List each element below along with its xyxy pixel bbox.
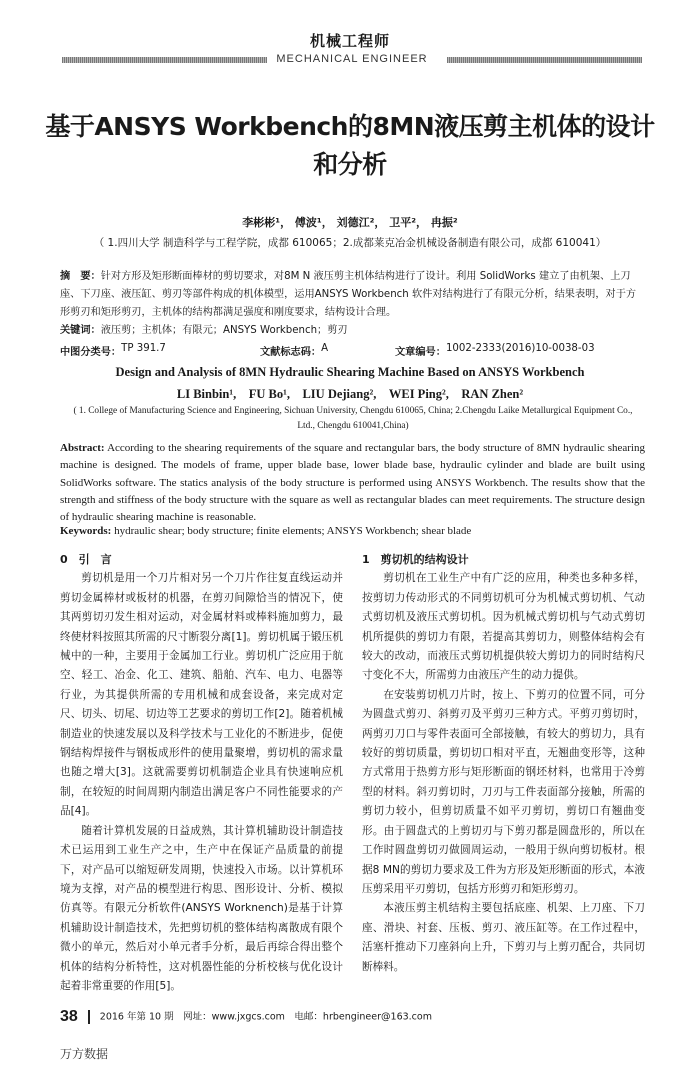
section-heading-introduction: 0 引 言: [60, 553, 112, 566]
structure-paragraph-2: 在安装剪切机刀片时，按上、下剪刃的位置不同，可分为圆盘式剪刃、斜剪刃及平剪刃三种方式。平剪刃剪切时，两剪刃刀口与零件表面可全部接触，有较大的剪切力，具有较好的剪切质量，剪切切口相对平直，无翘曲变形等，这种方式常用于热剪方形与矩形断面的钢坯材料，也常用于冷剪型的材料。斜刃剪切时，刀刃与工件表面部分接触，所需的剪切力较小，但剪切质量不如平刃剪切，剪切口有翘曲变形。由于圆盘式的上剪切刃与下剪刃都是圆盘形的，所以在工作时圆盘剪切刃做圆周运动，一般用于纵向剪切板材。根据8 MN的剪切力要求及工件为方形及矩形断面的形式，本液压剪采用平刃剪切，包括方形剪刃和矩形剪刃。: [362, 688, 645, 895]
structure-paragraph-3: 本液压剪主机结构主要包括底座、机架、上刀座、下刀座、滑块、衬套、压板、剪刃、液压缸等。在工作过程中，活塞杆推动下刀座斜向上升，下剪刃与上剪刃配合，共同切断棒料。: [362, 902, 645, 973]
english-keywords-text: hydraulic shear; body structure; finite elements; ANSYS Workbench; shear blade: [114, 525, 472, 537]
footer-issue: 2016 年第 10 期: [99, 1011, 174, 1023]
footer-site-label: 网址：: [183, 1011, 212, 1023]
intro-paragraph-2: 随着计算机发展的日益成熟，其计算机辅助设计制造技术已运用到工业生产之中，生产中在保证产品质量的前提下，对产品可以缩短研发周期，快速投入市场。以计算机环境为支撑，对产品的模型进行构思、图形设计、分析、模拟仿真等。有限元分析软件(ANSYS Worknench)是基于计算机辅助设计制造技术，先把剪切机的整体结构离散成有限个微小的单元，然后对小单元者手分析，最后再综合得出整个机体的结构分析特性，这对机器性能的分析校核与优化设计起着非常重要的作用[5]。: [60, 824, 343, 992]
keywords-cn: [60, 322, 645, 340]
english-title: Design and Analysis of 8MN Hydraulic Shearing Machine Based on ANSYS Workbench: [115, 365, 585, 379]
page-footer: [60, 1008, 645, 1026]
section-heading-structure: 1 剪切机的结构设计: [362, 553, 469, 566]
authors: 李彬彬¹， 傅波¹， 刘德江²， 卫平²， 冉振²: [242, 216, 458, 229]
structure-paragraph-1: 剪切机在工业生产中有广泛的应用，种类也多种多样，按剪切力传动形式的不同剪切机可分为机械式剪切机、气动式剪切机及液压式剪切机。因为机械式剪切机与气动式剪切机所提供的剪切力有限，若提高其剪切力，则整体结构会有较大的改动，而液压式剪切机提供较大剪切力的同时结构尺寸变化不大，所需剪力由液压产生的动力提供。: [362, 572, 645, 682]
english-affiliation: ( 1. College of Manufacturing Science and Engineering, Sichuan University, Chengdu 610065, China; 2.Chengdu Laike Metallurgical Equipment Co., Ltd., Chengdu 610041,China): [73, 406, 633, 431]
journal-band: [62, 54, 642, 66]
right-column: [362, 550, 645, 977]
article-number: 文章编号： 1002-2333(2016)10-0038-03: [395, 343, 595, 358]
page-number: 38: [60, 1008, 78, 1025]
clc-code: 中图分类号： TP 391.7: [60, 343, 166, 358]
english-keywords-label: Keywords:: [60, 525, 112, 537]
footer-email-label: 电邮：: [294, 1011, 323, 1023]
abstract-cn-text: 针对方形及矩形断面棒材的剪切要求，对8M N 液压剪主机体结构进行了设计。利用 SolidWorks 建立了由机架、上刀座、下刀座、液压缸、剪刃等部件构成的机体模型，运用ANSYS Workbench 软件对结构进行了有限元分析，结果表明，对于方形剪刃和矩形剪刃，主机体的结构都满足强度和刚度要求，结构设计合理。: [60, 271, 637, 318]
left-column: [60, 550, 343, 996]
journal-title-cn: 机械工程师: [309, 32, 390, 50]
footer-separator: [88, 1010, 90, 1024]
document-code: 文献标志码： A: [260, 343, 329, 358]
english-abstract: [60, 440, 645, 526]
chinese-abstract-block: [60, 268, 645, 340]
intro-paragraph-1: 剪切机是用一个刀片相对另一个刀片作往复直线运动并剪切金属棒材或板材的机器，在剪刃间隙恰当的情况下，使其两剪切刃发生相对运动，对金属材料或棒料施加剪力，最终使材料按照其所需的尺寸断裂分离[1]。剪切机属于锻压机械中的一种，主要用于金属加工行业。剪切机广泛应用于航空、轻工、冶金、化工、建筑、船舶、汽车、电力、电器等行业，为其提供所需的专用机械和成套设备，来完成对定尺、切头、切尾、切边等工艺要求的剪切工作[2]。随着机械制造业的快速发展以及科学技术与工业化的不断进步，促使钢结构焊接件与钢板成形件的使用量聚增，剪切机的需求量也随之增大[3]。这就需要剪切机制造企业具有快速响应机制，在较短的时间周期内制造出满足客户不同性能要求的产品[4]。: [60, 572, 343, 818]
abstract-cn: [60, 268, 645, 322]
affiliation: （ 1.四川大学 制造科学与工程学院，成都 610065；2.成都莱克冶金机械设备制造有限公司，成都 610041）: [93, 237, 607, 249]
keywords-cn-label: 关键词：: [60, 325, 101, 336]
watermark: 万方数据: [60, 1047, 109, 1061]
paper-title: 基于ANSYS Workbench的8MN液压剪主机体的设计和分析: [45, 112, 655, 179]
abstract-cn-label: 摘 要：: [60, 271, 101, 282]
english-authors: LI Binbin¹, FU Bo¹, LIU Dejiang², WEI Ping², RAN Zhen²: [176, 387, 524, 401]
footer-site[interactable]: www.jxgcs.com: [211, 1011, 285, 1023]
english-abstract-label: Abstract:: [60, 442, 105, 454]
keywords-cn-text: 液压剪；主机体；有限元；ANSYS Workbench；剪刃: [100, 325, 348, 336]
footer-email[interactable]: hrbengineer@163.com: [322, 1011, 432, 1023]
english-abstract-text: According to the shearing requirements of the square and rectangular bars, the body structure of 8MN hydraulic shearing machine is designed. The models of frame, upper blade base, lower blade base, hydraulic cylinder and blade are built using SolidWorks software. The statics analysis of the body structure is performed using ANSYS Workbench. The results show that the strength and stiffness of the body structure with the square as well as rectangular blades can meet requirements. The structure design of hydraulic shearing machine is reasonable.: [60, 442, 645, 524]
journal-title-en: MECHANICAL ENGINEER: [276, 53, 428, 65]
english-keywords: [60, 525, 645, 537]
